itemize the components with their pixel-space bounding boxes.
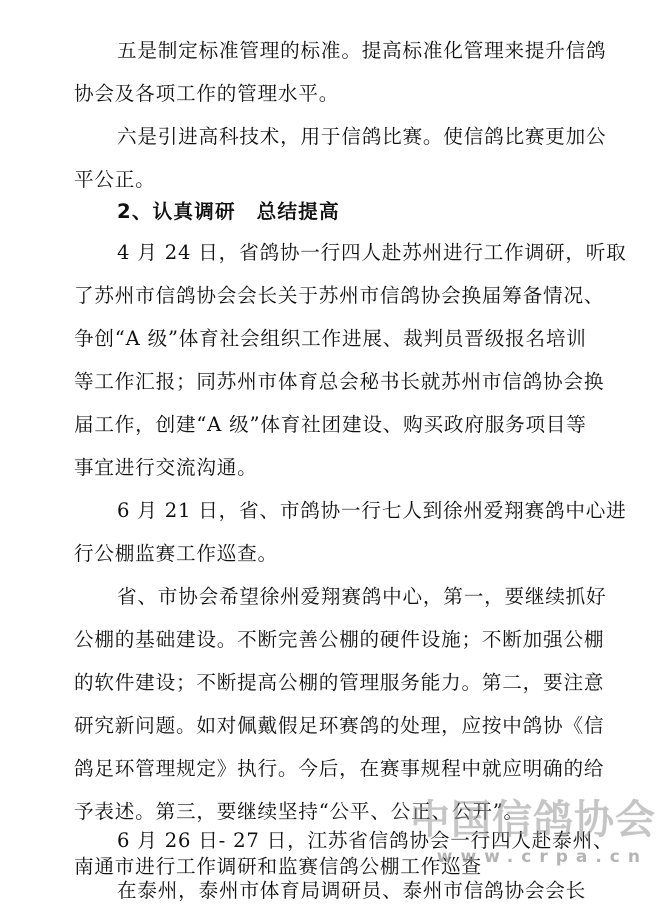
watermark-title: 中国信鸽协会 [410,797,656,843]
text-line: 6 月 21 日，省、市鸽协一行七人到徐州爱翔赛鸽中心进 [117,499,627,522]
text-line: 事宜进行交流沟通。 [74,456,258,479]
text-line: 省、市协会希望徐州爱翔赛鸽中心，第一，要继续抓好 [117,585,607,608]
text-line: 争创“A 级”体育社会组织工作进展、裁判员晋级报名培训 [74,327,587,350]
text-line: 届工作，创建“A 级”体育社团建设、购买政府服务项目等 [74,413,587,436]
text-line: 南通市进行工作调研和监赛信鸽公棚工作巡查 [74,855,482,878]
text-line: 六是引进高科技术，用于信鸽比赛。使信鸽比赛更加公 [117,125,607,148]
text-line: 在泰州，泰州市体育局调研员、泰州市信鸽协会会长 [117,879,587,902]
text-line: 6 月 26 日- 27 日，江苏省信鸽协会一行四人赴泰州、 [117,829,614,852]
text-line: 行公棚监赛工作巡查。 [74,542,278,565]
text-line: 五是制定标准管理的标准。提高标准化管理来提升信鸽 [117,39,607,62]
text-line: 了苏州市信鸽协会会长关于苏州市信鸽协会换届筹备情况、 [74,284,605,307]
text-line: 鸽足环管理规定》执行。今后，在赛事规程中就应明确的给 [74,757,605,780]
text-line: 的软件建设；不断提高公棚的管理服务能力。第二，要注意 [74,671,605,694]
text-line: 等工作汇报；同苏州市体育总会秘书长就苏州市信鸽协会换 [74,370,605,393]
section-heading: 2、认真调研 总结提高 [117,200,340,223]
text-line: 研究新问题。如对佩戴假足环赛鸽的处理，应按中鸽协《信 [74,714,605,737]
text-line: 平公正。 [74,168,156,191]
text-line: 4 月 24 日，省鸽协一行四人赴苏州进行工作调研，听取 [117,241,627,264]
text-line: 予表述。第三，要继续坚持“公平、公正、公开”。 [74,800,524,823]
text-line: 公棚的基础建设。不断完善公棚的硬件设施；不断加强公棚 [74,628,605,651]
watermark-url: www.crpa.cn [436,847,648,867]
text-line: 协会及各项工作的管理水平。 [74,82,340,105]
